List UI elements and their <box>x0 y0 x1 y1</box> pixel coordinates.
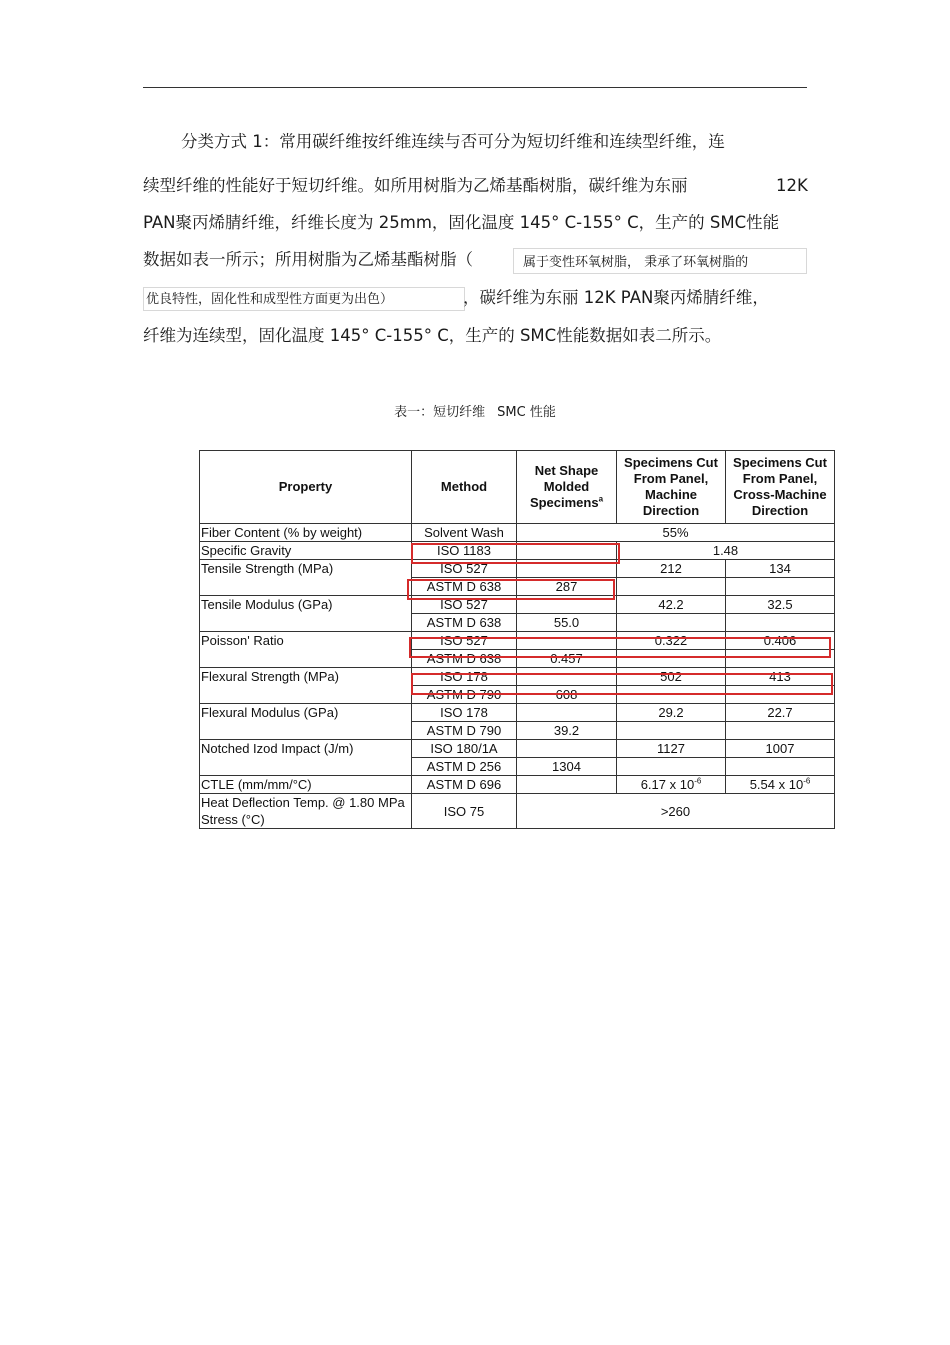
method-cell: ASTM D 696 <box>412 776 517 794</box>
header-machine-direction: Specimens Cut From Panel, Machine Direction <box>617 451 726 524</box>
value-cell <box>617 578 726 596</box>
value-cell: 1007 <box>726 740 835 758</box>
value-cell <box>617 722 726 740</box>
method-cell: ASTM D 790 <box>412 686 517 704</box>
property-cell: Tensile Modulus (GPa) <box>200 596 412 632</box>
value-cell: 212 <box>617 560 726 578</box>
method-cell: ISO 75 <box>412 794 517 829</box>
value-cell <box>617 614 726 632</box>
value-cell: 42.2 <box>617 596 726 614</box>
method-cell: ISO 527 <box>412 596 517 614</box>
property-cell: CTLE (mm/mm/°C) <box>200 776 412 794</box>
value-cell <box>617 686 726 704</box>
method-cell: ISO 527 <box>412 560 517 578</box>
value-cell <box>517 596 617 614</box>
table-row <box>200 704 835 722</box>
method-cell: ISO 178 <box>412 668 517 686</box>
value-cell <box>726 614 835 632</box>
value-cell <box>726 578 835 596</box>
paragraph-line-5: ，碳纤维为东丽 12K PAN聚丙烯腈纤维， <box>463 288 769 307</box>
value-cell: 134 <box>726 560 835 578</box>
header-cross-machine-direction: Specimens Cut From Panel, Cross-Machine Direction <box>726 451 835 524</box>
value-cell <box>617 650 726 668</box>
method-cell: ISO 178 <box>412 704 517 722</box>
value-cell <box>517 668 617 686</box>
value-cell: 55% <box>517 524 835 542</box>
table-row <box>200 740 835 758</box>
value-cell: 55.0 <box>517 614 617 632</box>
value-cell: 29.2 <box>617 704 726 722</box>
header-method: Method <box>412 451 517 524</box>
value-cell: 6.17 x $10^{-6}$ <box>617 776 726 794</box>
value-cell: 287 <box>517 578 617 596</box>
table-row <box>200 632 835 650</box>
value-cell: 32.5 <box>726 596 835 614</box>
inline-note-1: 属于变性环氧树脂， 秉承了环氧树脂的 <box>523 255 749 270</box>
header-net-shape: Net Shape Molded Specimens$^a$ <box>517 451 617 524</box>
property-cell: Specific Gravity <box>200 542 412 560</box>
value-cell: 0.406 <box>726 632 835 650</box>
property-cell: Notched Izod Impact (J/m) <box>200 740 412 776</box>
value-cell <box>517 740 617 758</box>
paragraph-line-2-end: 12K <box>776 176 808 195</box>
value-cell: 413 <box>726 668 835 686</box>
value-cell <box>726 722 835 740</box>
value-cell <box>726 758 835 776</box>
method-cell: ASTM D 638 <box>412 614 517 632</box>
table-row <box>200 596 835 614</box>
value-cell <box>517 542 617 560</box>
table-header-row <box>200 451 835 524</box>
paragraph-line-2: 续型纤维的性能好于短切纤维。如所用树脂为乙烯基酯树脂，碳纤维为东丽 <box>143 176 688 195</box>
value-cell <box>517 704 617 722</box>
table-caption <box>0 401 950 420</box>
value-cell: 0.457 <box>517 650 617 668</box>
value-cell <box>517 632 617 650</box>
table-row <box>200 524 835 542</box>
table-row <box>200 776 835 794</box>
method-cell: ASTM D 790 <box>412 722 517 740</box>
inline-note-2: 优良特性，固化性和成型性方面更为出色） <box>146 292 394 307</box>
value-cell: >260 <box>517 794 835 829</box>
method-cell: ISO 1183 <box>412 542 517 560</box>
header-rule <box>143 87 807 88</box>
property-cell: Flexural Modulus (GPa) <box>200 704 412 740</box>
table-row <box>200 560 835 578</box>
paragraph-line-1: 分类方式 1：常用碳纤维按纤维连续与否可分为短切纤维和连续型纤维，连 <box>181 132 725 151</box>
method-cell: ISO 180/1A <box>412 740 517 758</box>
method-cell: ASTM D 256 <box>412 758 517 776</box>
method-cell: Solvent Wash <box>412 524 517 542</box>
paragraph-line-3: PAN聚丙烯腈纤维，纤维长度为 25mm，固化温度 145° C-155° C，生产的 SMC性能 <box>143 213 780 232</box>
value-cell <box>617 758 726 776</box>
table-row <box>200 794 835 829</box>
value-cell <box>517 560 617 578</box>
property-cell: Tensile Strength (MPa) <box>200 560 412 596</box>
value-cell: 1.48 <box>617 542 835 560</box>
caption-label: 表一：短切纤维 <box>394 405 486 420</box>
table-row <box>200 542 835 560</box>
value-cell: 1304 <box>517 758 617 776</box>
value-cell: 1127 <box>617 740 726 758</box>
properties-table <box>199 450 835 829</box>
value-cell <box>726 686 835 704</box>
value-cell: 608 <box>517 686 617 704</box>
caption-suffix: SMC 性能 <box>497 405 556 420</box>
property-cell: Fiber Content (% by weight) <box>200 524 412 542</box>
method-cell: ISO 527 <box>412 632 517 650</box>
header-property: Property <box>200 451 412 524</box>
value-cell <box>517 776 617 794</box>
method-cell: ASTM D 638 <box>412 650 517 668</box>
value-cell: 39.2 <box>517 722 617 740</box>
property-cell: Flexural Strength (MPa) <box>200 668 412 704</box>
property-cell: Heat Deflection Temp. @ 1.80 MPa Stress (°C) <box>200 794 412 829</box>
value-cell: 502 <box>617 668 726 686</box>
paragraph-line-4: 数据如表一所示；所用树脂为乙烯基酯树脂（ <box>143 250 473 269</box>
value-cell: 22.7 <box>726 704 835 722</box>
method-cell: ASTM D 638 <box>412 578 517 596</box>
table-row <box>200 668 835 686</box>
property-cell: Poisson' Ratio <box>200 632 412 668</box>
value-cell: 0.322 <box>617 632 726 650</box>
value-cell: 5.54 x $10^{-6}$ <box>726 776 835 794</box>
value-cell <box>726 650 835 668</box>
paragraph-line-6: 纤维为连续型，固化温度 145° C-155° C，生产的 SMC性能数据如表二所示。 <box>143 326 722 345</box>
